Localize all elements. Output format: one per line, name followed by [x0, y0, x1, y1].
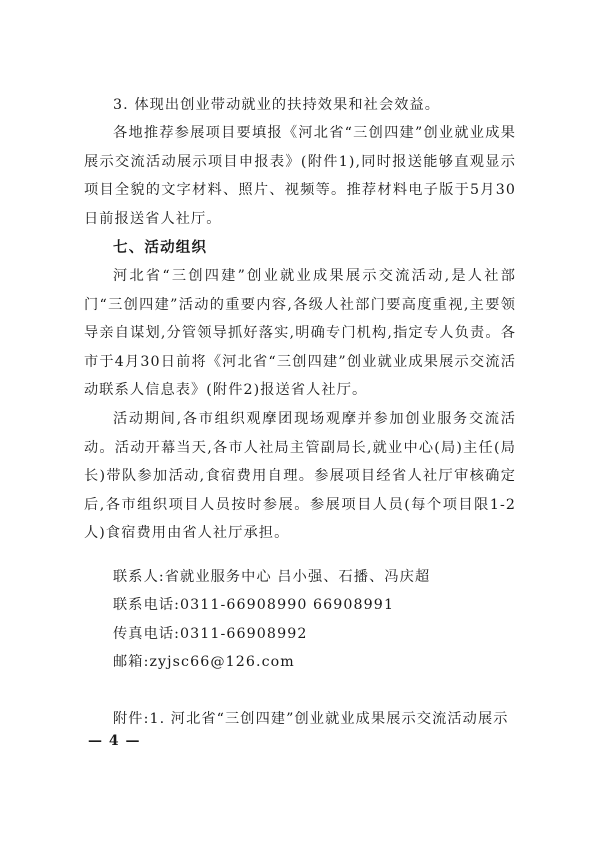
item-3-text: 3. 体现出创业带动就业的扶持效果和社会效益。 [113, 97, 441, 113]
activity-paragraph: 活动期间,各市组织观摩团现场观摩并参加创业服务交流活动。活动开幕当天,各市人社局主管副局长,就业中心(局)主任(局长)带队参加活动,食宿费用自理。参展项目经省人社厅审核确定后,各市组织项目人员按时参展。参展项目人员(每个项目限1-2人)食宿费用由省人社厅承担。 [84, 411, 516, 541]
page-number: — 4 — [88, 733, 141, 749]
organization-paragraph: 河北省“三创四建”创业就业成果展示交流活动,是人社部门“三创四建”活动的重要内容,各级人社部门要高度重视,主要领导亲自谋划,分管领导抓好落实,明确专门机构,指定专人负责。各市于4月30日前将《河北省“三创四建”创业就业成果展示交流活动联系人信息表》(附件2)报送省人社厅。 [84, 268, 516, 398]
submission-paragraph: 各地推荐参展项目要填报《河北省“三创四建”创业就业成果展示交流活动展示项目申报表》(附件1),同时报送能够直观显示项目全貌的文字材料、照片、视频等。推荐材料电子版于5月30日前报送省人社厅。 [84, 125, 516, 227]
attachment-line: 附件:1. 河北省“三创四建”创业就业成果展示交流活动展示 [113, 711, 509, 727]
section-heading: 七、活动组织 [113, 239, 208, 256]
fax-number: 传真电话:0311-66908992 [113, 626, 308, 642]
email-address: 邮箱:zyjsc66@126.com [113, 654, 295, 670]
contact-person: 联系人:省就业服务中心 吕小强、石播、冯庆超 [113, 569, 431, 585]
contact-phone: 联系电话:0311-66908990 66908991 [113, 597, 395, 613]
